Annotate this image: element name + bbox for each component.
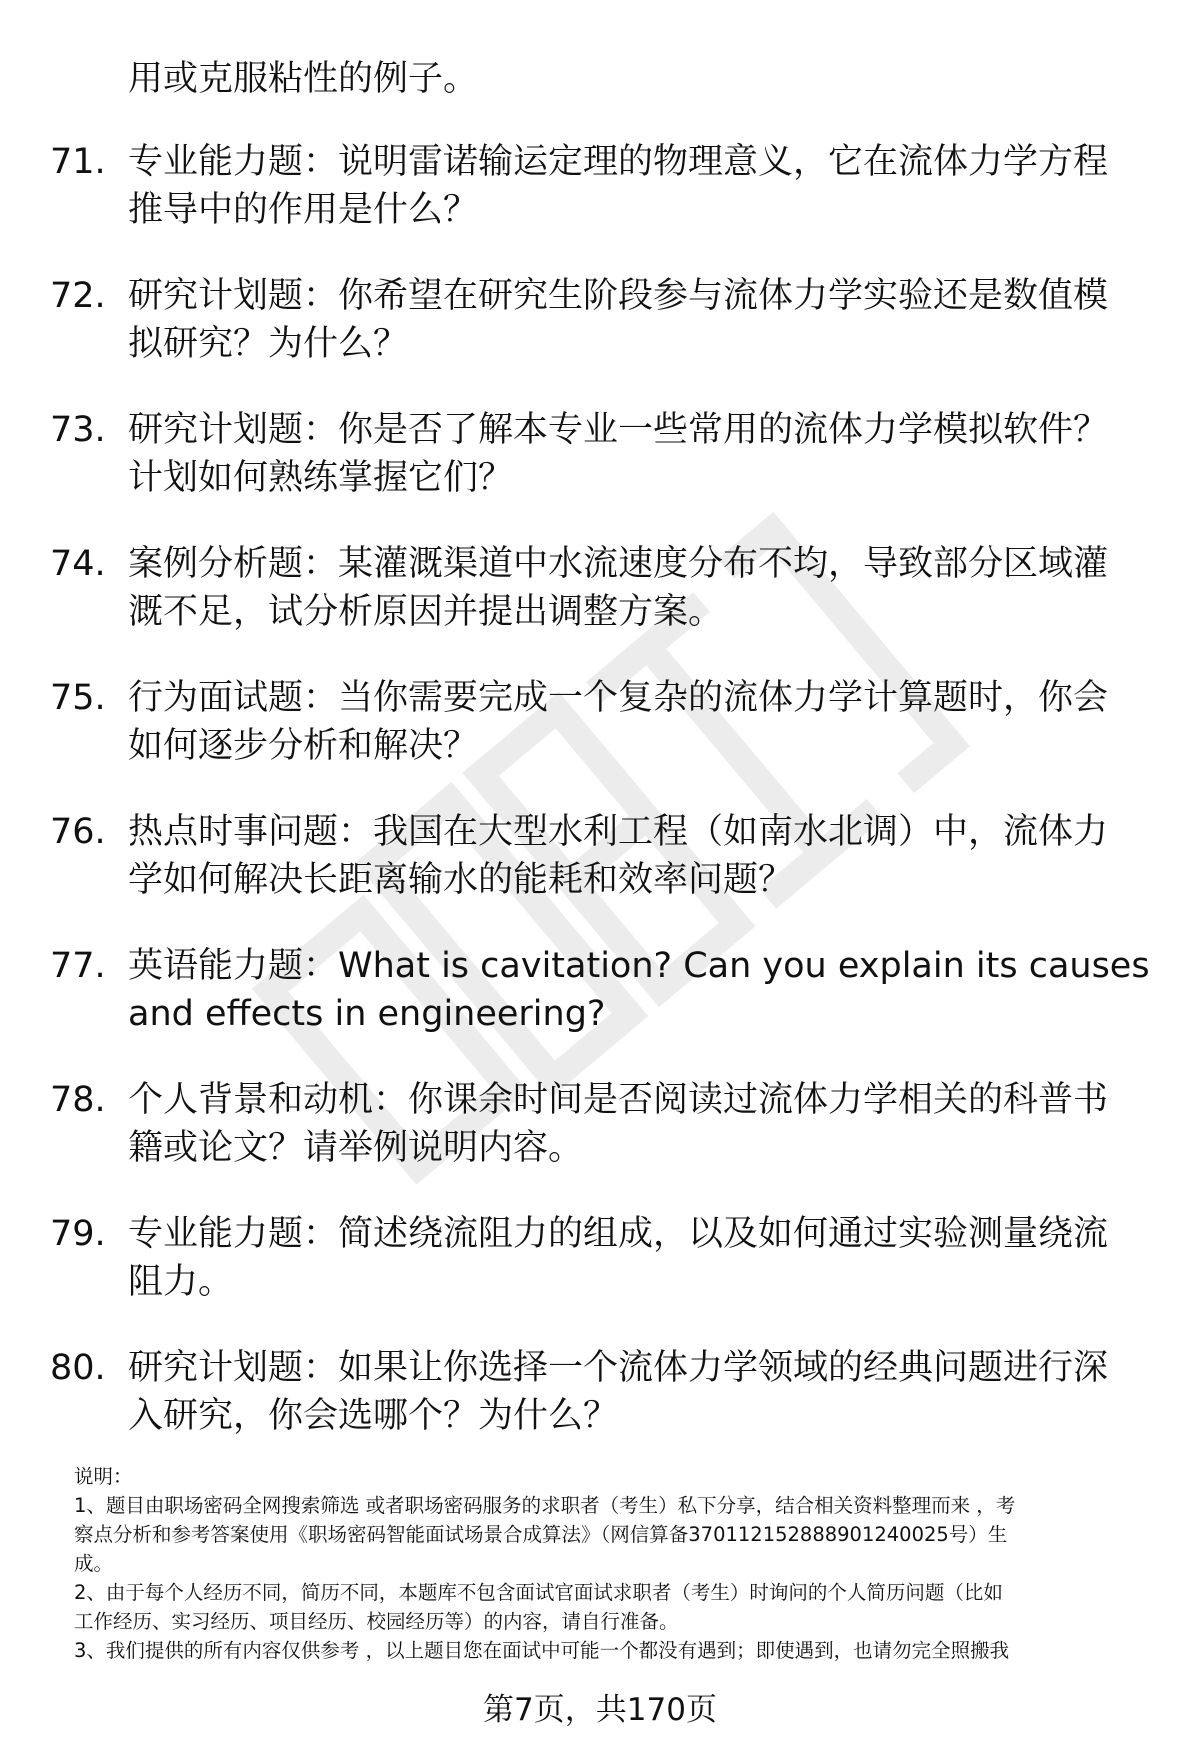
question-text (128, 808, 1188, 904)
question-text-line: 研究计划题：你是否了解本专业一些常用的流体力学模拟软件？ (128, 410, 1109, 450)
question-text (128, 1076, 1188, 1172)
question-text-line: 案例分析题：某灌溉渠道中水流速度分布不均，导致部分区域灌 (128, 544, 1109, 584)
question-text-line: 如何逐步分析和解决？ (128, 726, 479, 766)
question-item (50, 1344, 1160, 1478)
notes-line: 3、我们提供的所有内容仅供参考 ，以上题目您在面试中可能一个都没有遇到；即使遇到，也请勿完全照搬我 (74, 1639, 1010, 1662)
question-text (128, 540, 1188, 636)
question-text (128, 674, 1188, 770)
question-item (50, 272, 1160, 406)
question-text-line: 热点时事问题：我国在大型水利工程（如南水北调）中，流体力 (128, 812, 1109, 852)
question-text-line: 推导中的作用是什么？ (128, 190, 479, 230)
page-number: 第7页，共170页 (483, 1692, 717, 1728)
question-number: 78. (50, 1080, 106, 1120)
question-text-line: 行为面试题：当你需要完成一个复杂的流体力学计算题时，你会 (128, 678, 1109, 718)
question-text (128, 1210, 1188, 1306)
question-text (128, 272, 1188, 368)
question-item (50, 138, 1160, 272)
question-item (50, 808, 1160, 942)
question-item (50, 1076, 1160, 1210)
question-number: 80. (50, 1348, 106, 1388)
question-text-line: 研究计划题：如果让你选择一个流体力学领域的经典问题进行深 (128, 1348, 1109, 1388)
notes-heading: 说明： (74, 1465, 133, 1488)
question-text (128, 942, 1188, 1038)
question-text-line: 专业能力题：简述绕流阻力的组成，以及如何通过实验测量绕流 (128, 1214, 1109, 1254)
question-list (50, 138, 1160, 1478)
question-text-line: 个人背景和动机：你课余时间是否阅读过流体力学相关的科普书 (128, 1080, 1109, 1120)
question-number: 77. (50, 946, 106, 986)
question-item (50, 1210, 1160, 1344)
notes-line: 察点分析和参考答案使用《职场密码智能面试场景合成算法》（网信算备370112152888901240025号）生 (74, 1523, 1008, 1546)
question-number: 75. (50, 678, 106, 718)
question-number: 72. (50, 276, 106, 316)
question-number: 74. (50, 544, 106, 584)
question-number: 79. (50, 1214, 106, 1254)
question-text-line: 溉不足，试分析原因并提出调整方案。 (128, 592, 724, 632)
question-text (128, 138, 1188, 234)
question-item (50, 942, 1160, 1076)
question-text-line: 籍或论文？请举例说明内容。 (128, 1128, 584, 1168)
question-text-line: 学如何解决长距离输水的能耗和效率问题？ (128, 860, 794, 900)
question-text-line: 阻力。 (128, 1262, 234, 1302)
question-item (50, 540, 1160, 674)
question-text-line: 入研究，你会选哪个？为什么？ (128, 1396, 619, 1436)
notes-line: 成。 (74, 1552, 114, 1575)
question-item (50, 674, 1160, 808)
notes-line: 1、题目由职场密码全网搜索筛选 或者职场密码服务的求职者（考生）私下分享，结合相关资料整理而来 ，考 (74, 1494, 1016, 1517)
question-text-line: 拟研究？为什么？ (128, 324, 409, 364)
question-text-line: and effects in engineering? (128, 994, 606, 1034)
notes-line: 工作经历、实习经历、项目经历、校园经历等）的内容，请自行准备。 (74, 1610, 679, 1633)
question-text-line: 英语能力题：What is cavitation? Can you explain its causes (128, 946, 1150, 986)
question-text (128, 1344, 1188, 1440)
question-number: 71. (50, 142, 106, 182)
continued-question-text: 用或克服粘性的例子。 (128, 59, 479, 99)
question-item (50, 406, 1160, 540)
question-text-line: 计划如何熟练掌握它们？ (128, 458, 514, 498)
question-text-line: 研究计划题：你希望在研究生阶段参与流体力学实验还是数值模 (128, 276, 1109, 316)
question-text (128, 406, 1188, 502)
notes-section (74, 1462, 1154, 1665)
question-number: 76. (50, 812, 106, 852)
notes-line: 2、由于每个人经历不同，简历不同，本题库不包含面试官面试求职者（考生）时询问的个人简历问题（比如 (74, 1581, 1003, 1604)
question-number: 73. (50, 410, 106, 450)
question-text-line: 专业能力题：说明雷诺输运定理的物理意义，它在流体力学方程 (128, 142, 1109, 182)
